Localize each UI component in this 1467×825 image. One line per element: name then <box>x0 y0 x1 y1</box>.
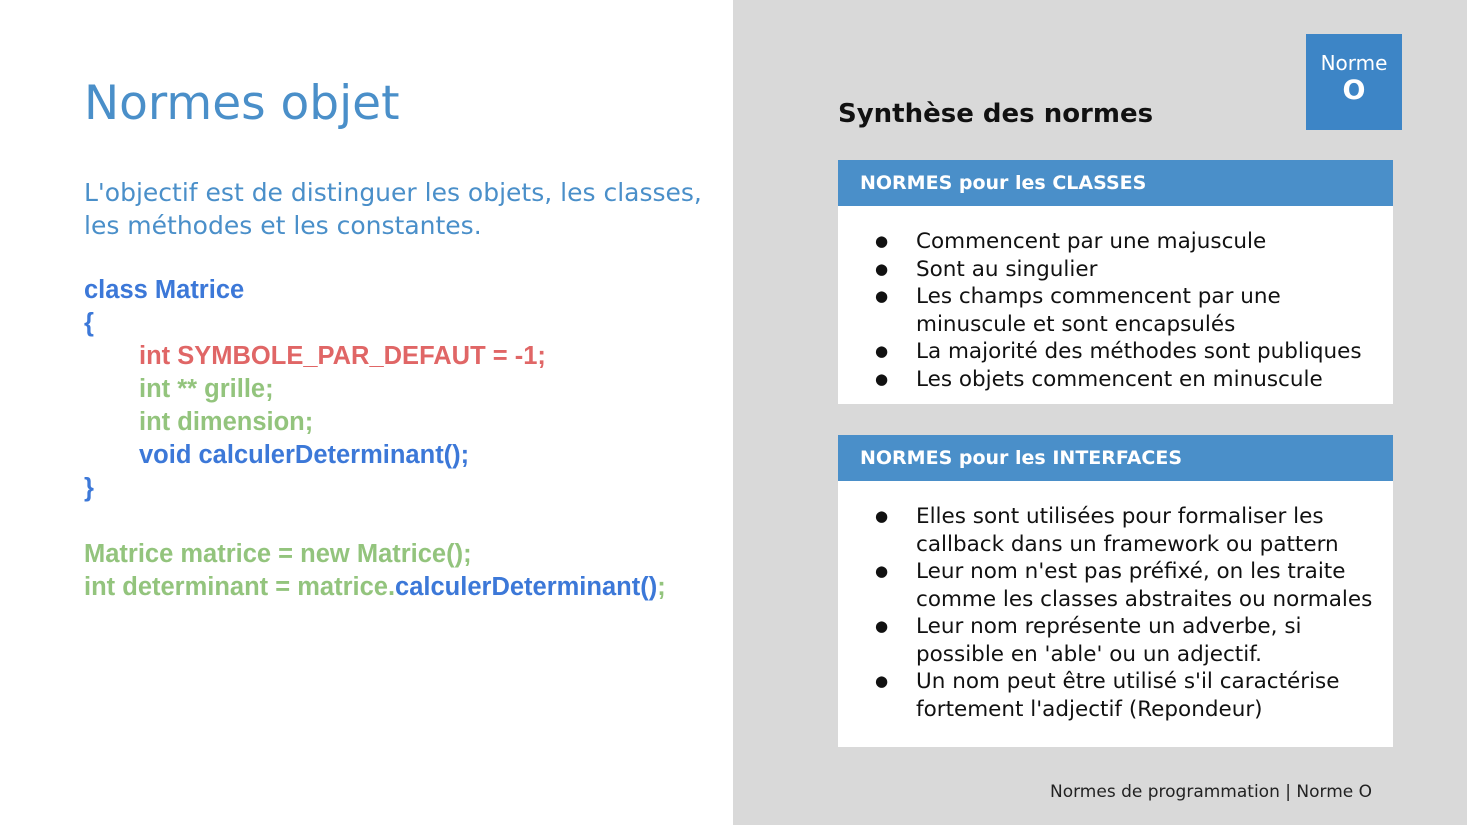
list-item <box>838 256 1383 284</box>
code-line-class-decl: class Matrice <box>84 276 245 304</box>
list-item <box>838 668 1383 723</box>
list-item-text: Leur nom n'est pas préfixé, on les traite comme les classes abstraites ou normales <box>916 559 1373 612</box>
bullet-icon: ● <box>875 672 889 690</box>
list-item <box>838 558 1383 613</box>
bullet-icon: ● <box>875 342 889 360</box>
code-sample <box>84 274 666 604</box>
classes-norms-list <box>838 206 1393 393</box>
interfaces-norms-card <box>838 435 1393 747</box>
bullet-icon: ● <box>875 259 889 278</box>
classes-norms-card <box>838 160 1393 404</box>
code-call-prefix: int determinant = matrice. <box>84 573 396 601</box>
list-item <box>838 228 1383 256</box>
code-line-blank <box>84 505 666 538</box>
code-line-method: void calculerDeterminant(); <box>139 441 470 469</box>
list-item-text: Commencent par une majuscule <box>916 229 1267 254</box>
badge-label: Norme <box>1320 51 1388 75</box>
code-call-method: calculerDeterminant() <box>395 573 658 601</box>
code-line-field-grille: int ** grille; <box>139 375 274 403</box>
code-line-field-dimension: int dimension; <box>139 408 314 436</box>
bullet-icon: ● <box>875 369 889 388</box>
bullet-icon: ● <box>875 232 889 250</box>
list-item-text: Leur nom représente un adverbe, si possible en 'able' ou un adjectif. <box>916 614 1302 667</box>
norme-badge <box>1306 34 1402 130</box>
bullet-icon: ● <box>875 287 889 305</box>
list-item-text: Elles sont utilisées pour formaliser les callback dans un framework ou pattern <box>916 504 1339 557</box>
list-item-text: Les champs commencent par une minuscule et sont encapsulés <box>916 284 1281 337</box>
bullet-icon: ● <box>875 562 889 580</box>
list-item-text: Les objets commencent en minuscule <box>916 366 1323 392</box>
code-line-close-brace: } <box>84 474 94 502</box>
list-item <box>838 338 1383 366</box>
list-item <box>838 366 1383 394</box>
classes-card-header: NORMES pour les CLASSES <box>838 160 1393 206</box>
interfaces-norms-list <box>838 481 1393 723</box>
slide-title: Normes objet <box>84 76 400 131</box>
summary-heading: Synthèse des normes <box>838 99 1154 129</box>
code-line-constant: int SYMBOLE_PAR_DEFAUT = -1; <box>139 342 546 370</box>
bullet-icon: ● <box>875 507 889 525</box>
bullet-icon: ● <box>875 617 889 635</box>
code-call-semicolon: ; <box>657 573 666 601</box>
list-item-text: Un nom peut être utilisé s'il caractérise fortement l'adjectif (Repondeur) <box>916 669 1340 722</box>
code-line-method-call <box>84 571 666 604</box>
list-item-text: La majorité des méthodes sont publiques <box>916 339 1362 364</box>
intro-text: L'objectif est de distinguer les objets, les classes, les méthodes et les constantes. <box>84 178 702 240</box>
badge-letter: O <box>1342 75 1366 106</box>
list-item-text: Sont au singulier <box>916 256 1098 282</box>
list-item <box>838 503 1383 558</box>
list-item <box>838 283 1383 338</box>
code-line-instantiation: Matrice matrice = new Matrice(); <box>84 540 472 568</box>
interfaces-card-header: NORMES pour les INTERFACES <box>838 435 1393 481</box>
slide-footer: Normes de programmation | Norme O <box>1050 782 1372 802</box>
code-line-open-brace: { <box>84 309 94 337</box>
left-content-area <box>0 0 733 825</box>
list-item <box>838 613 1383 668</box>
